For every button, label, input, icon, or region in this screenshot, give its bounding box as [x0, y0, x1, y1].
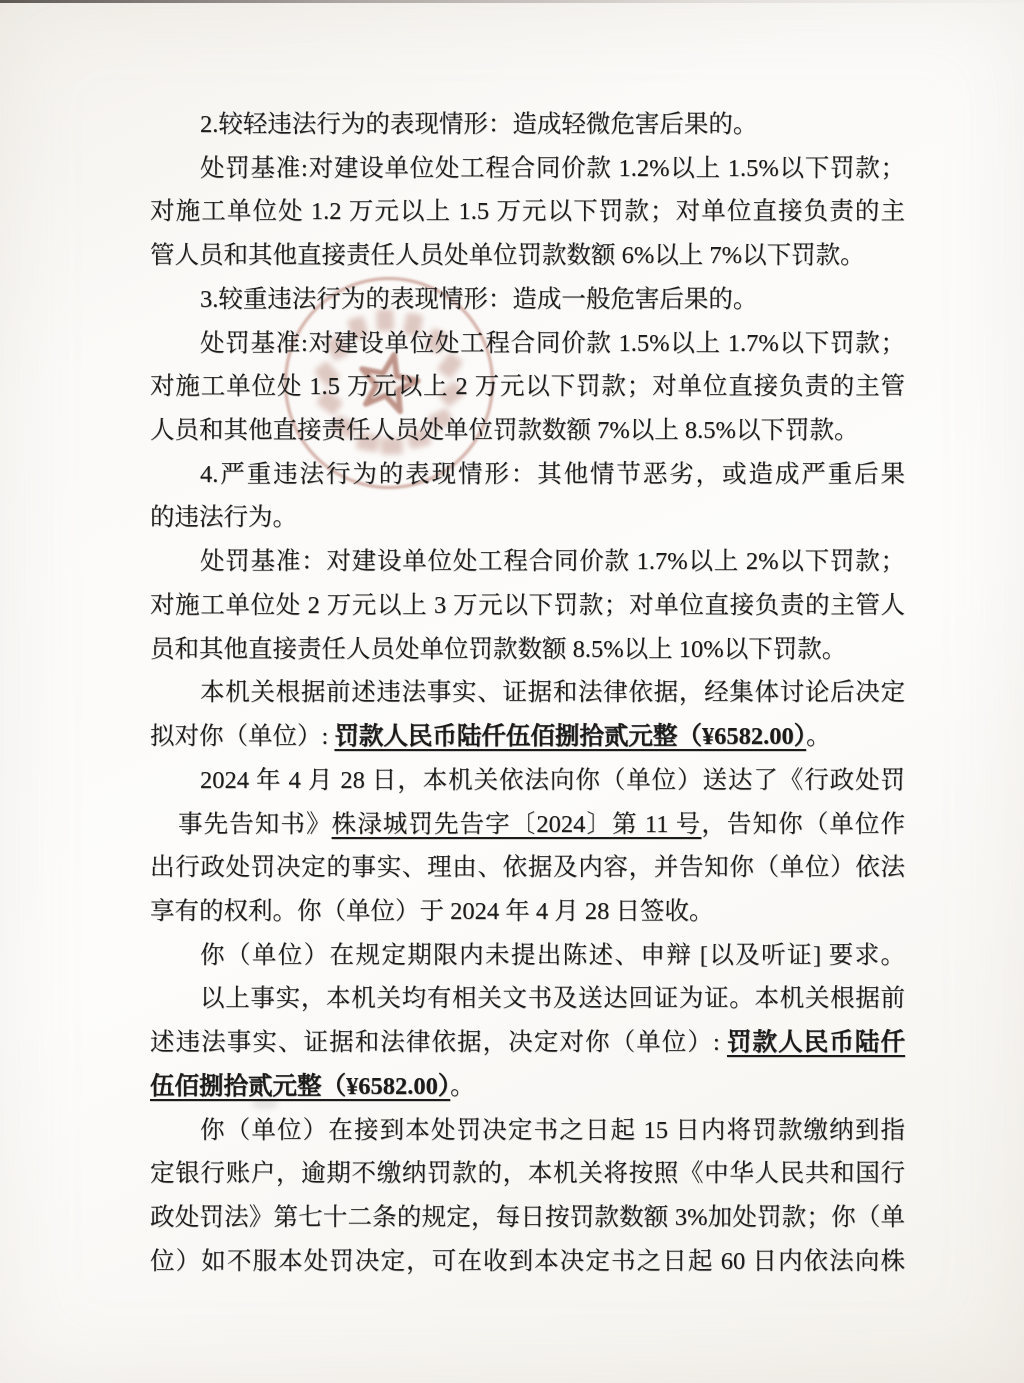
text-line — [150, 453, 905, 497]
text-segment: 对施工单位处 1.5 万元以上 2 万元以下罚款；对单位直接负责的主管 — [150, 373, 905, 401]
text-segment: 处罚基准：对建设单位处工程合同价款 1.7%以上 2%以下罚款； — [200, 548, 905, 576]
text-segment: 处罚基准:对建设单位处工程合同价款 1.2%以上 1.5%以下罚款； — [200, 154, 905, 182]
text-line — [150, 365, 905, 409]
text-line — [150, 1196, 905, 1240]
document-body — [150, 103, 905, 1283]
text-segment: 对施工单位处 2 万元以上 3 万元以下罚款；对单位直接负责的主管人 — [150, 591, 905, 619]
text-segment: 人员和其他直接责任人员处单位罚款数额 7%以上 8.5%以下罚款。 — [150, 417, 859, 445]
text-line — [150, 759, 905, 803]
text-line — [150, 147, 905, 191]
text-line — [150, 1109, 905, 1153]
underlined-text: 罚款人民币陆仟伍佰捌拾贰元整（¥6582.00） — [334, 723, 807, 751]
underlined-text: 株渌城罚先告字〔2024〕第 11 号 — [331, 810, 702, 838]
text-line — [150, 496, 905, 540]
text-line — [150, 671, 905, 715]
text-segment: 述违法事实、证据和法律依据，决定对你（单位）: — [150, 1029, 727, 1057]
text-segment: 拟对你（单位）: — [150, 723, 335, 751]
text-segment: 的违法行为。 — [150, 504, 297, 532]
text-segment: 。 — [450, 1072, 475, 1100]
scan-edge-artifact — [0, 0, 1024, 3]
text-segment: 3.较重违法行为的表现情形：造成一般危害后果的。 — [200, 285, 758, 313]
text-line — [150, 1021, 905, 1065]
text-segment: 处罚基准:对建设单位处工程合同价款 1.5%以上 1.7%以下罚款； — [200, 329, 905, 357]
text-line — [150, 322, 905, 366]
text-line — [150, 934, 905, 978]
text-line — [150, 977, 905, 1021]
text-line — [150, 803, 905, 847]
text-segment: ，告知你（单位作 — [701, 810, 906, 838]
text-line — [150, 715, 905, 759]
text-segment: 位）如不服本处罚决定，可在收到本决定书之日起 60 日内依法向株 — [150, 1247, 905, 1275]
text-segment: 2.较轻违法行为的表现情形：造成轻微危害后果的。 — [200, 111, 758, 138]
text-line — [150, 1152, 905, 1196]
text-segment: 管人员和其他直接责任人员处单位罚款数额 6%以上 7%以下罚款。 — [150, 242, 865, 270]
text-line — [150, 584, 905, 628]
text-segment: 本机关根据前述违法事实、证据和法律依据，经集体讨论后决定 — [200, 679, 905, 707]
underlined-text: 罚款人民币陆仟 — [726, 1029, 905, 1057]
text-line — [150, 190, 905, 234]
text-line — [150, 628, 905, 672]
text-segment: 政处罚法》第七十二条的规定，每日按罚款数额 3%加处罚款；你（单 — [150, 1203, 905, 1231]
text-segment: 以上事实，本机关均有相关文书及送达回证为证。本机关根据前 — [200, 985, 905, 1013]
underlined-text: 伍佰捌拾贰元整（¥6582.00） — [150, 1072, 451, 1100]
text-line — [150, 1240, 905, 1284]
text-segment: 享有的权利。你（单位）于 2024 年 4 月 28 日签收。 — [150, 897, 714, 925]
text-line — [150, 278, 905, 322]
text-segment: 员和其他直接责任人员处单位罚款数额 8.5%以上 10%以下罚款。 — [150, 635, 847, 663]
text-line — [150, 540, 905, 584]
text-segment: 定银行账户，逾期不缴纳罚款的，本机关将按照《中华人民共和国行 — [150, 1160, 905, 1188]
text-line — [150, 890, 905, 934]
text-line — [150, 1065, 905, 1109]
text-line — [150, 846, 905, 890]
text-segment: 事先告知书》 — [178, 810, 332, 838]
text-line — [150, 409, 905, 453]
text-segment: 。 — [806, 723, 831, 751]
text-segment: 4.严重违法行为的表现情形：其他情节恶劣，或造成严重后果 — [200, 460, 905, 488]
text-segment: 你（单位）在接到本处罚决定书之日起 15 日内将罚款缴纳到指 — [200, 1116, 905, 1144]
text-line — [150, 234, 905, 278]
text-segment: 2024 年 4 月 28 日，本机关依法向你（单位）送达了《行政处罚 — [200, 766, 905, 794]
text-line — [150, 103, 905, 147]
text-segment: 对施工单位处 1.2 万元以上 1.5 万元以下罚款；对单位直接负责的主 — [150, 198, 905, 226]
text-segment: 出行政处罚决定的事实、理由、依据及内容，并告知你（单位）依法 — [150, 854, 905, 882]
text-segment: 你（单位）在规定期限内未提出陈述、申辩 [以及听证] 要求。 — [200, 941, 905, 969]
